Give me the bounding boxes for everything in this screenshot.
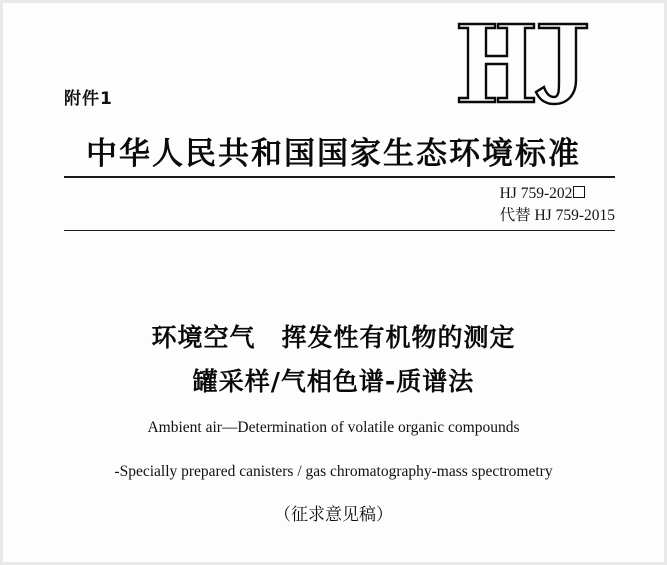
standard-authority-title: 中华人民共和国国家生态环境标准 (86, 136, 581, 172)
document-status-label: （征求意见稿） (274, 505, 393, 525)
divider-bottom (64, 230, 615, 231)
attachment-label: 附件1 (64, 89, 113, 109)
empty-box-icon (573, 186, 585, 198)
document-subtitle-en-2: -Specially prepared canisters / gas chromatography-mass spectrometry (114, 463, 553, 480)
document-title-line-2: 罐采样/气相色谱-质谱法 (192, 367, 475, 396)
standard-number: HJ 759-202 (499, 185, 573, 202)
hj-logo-icon (455, 18, 595, 110)
document-subtitle-en-1: Ambient air—Determination of volatile organic compounds (147, 419, 520, 436)
scan-edge-top (0, 0, 667, 3)
standard-number-block (500, 183, 615, 227)
standard-number-line (500, 183, 615, 205)
divider-top (64, 176, 615, 178)
document-title-line-1: 环境空气 挥发性有机物的测定 (151, 323, 516, 352)
replaces-line: 代替 HJ 759-2015 (499, 207, 615, 224)
